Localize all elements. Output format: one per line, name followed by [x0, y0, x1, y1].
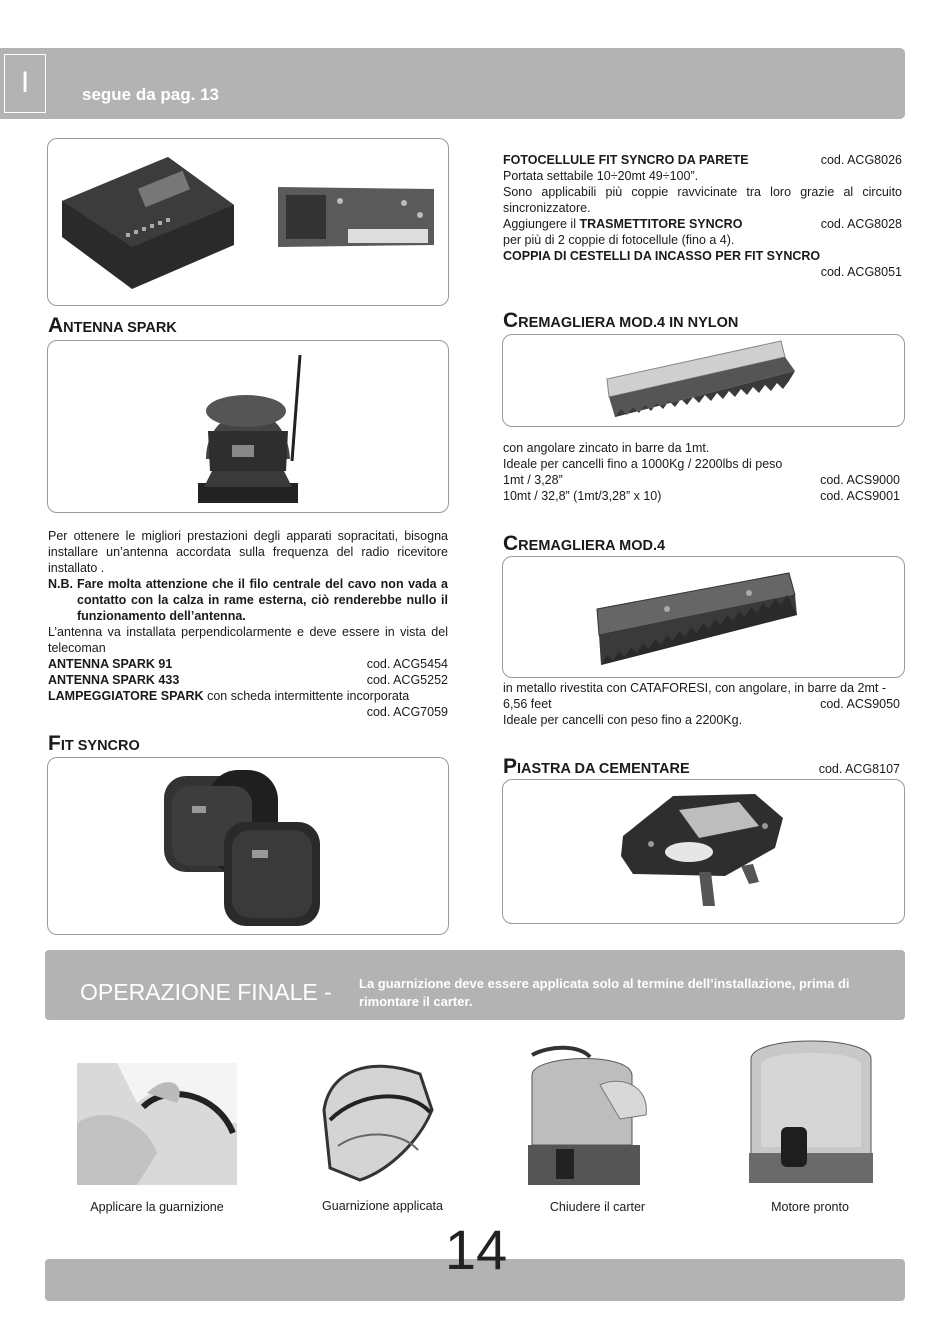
piastra-initial: P — [503, 755, 518, 778]
antenna-item-code: cod. ACG5454 — [366, 657, 448, 671]
lamp-description: con scheda intermittente incorporata — [207, 689, 410, 703]
header-bar — [0, 48, 905, 119]
step-caption: Guarnizione applicata — [322, 1199, 443, 1213]
antenna-heading-rest: NTENNA SPARK — [63, 320, 177, 336]
crem-mod4-rest: REMAGLIERA MOD.4 — [518, 538, 666, 554]
motor-close-illustration — [520, 1045, 660, 1190]
finale-title: OPERAZIONE FINALE - — [80, 979, 332, 1005]
crem-nylon-size: 1mt / 3,28” — [503, 473, 563, 487]
fit-syncro-photo — [48, 758, 448, 934]
fotocellule-section — [503, 152, 902, 280]
trasmettitore-note: per più di 2 coppie di fotocellule (fino a 4). — [503, 233, 735, 247]
lamp-code: cod. ACG7059 — [366, 705, 448, 719]
coppia-title: COPPIA DI CESTELLI DA INCASSO PER FIT SYNCRO — [503, 249, 821, 263]
nb-text: Fare molta attenzione che il filo centrale del cavo non vada a contatto con la calza in rame esterna, ciò renderebbe nullo il funzionamento dell’antenna. — [77, 577, 448, 623]
step-caption: Motore pronto — [771, 1200, 849, 1214]
antenna-item-code: cod. ACG5252 — [366, 673, 448, 687]
piastra-heading — [503, 755, 900, 779]
crem-mod4-image-box — [502, 556, 905, 678]
crem-mod4-initial: C — [503, 532, 519, 555]
fotocellule-code: cod. ACG8026 — [820, 153, 902, 167]
language-tab: I — [4, 54, 46, 113]
piastra-rest: IASTRA DA CEMENTARE — [517, 761, 690, 777]
crem-nylon-code: cod. ACS9001 — [820, 489, 900, 503]
antenna-mounting: L’antenna va installata perpendicolarmente e deve essere in vista del telecoman — [48, 625, 448, 655]
crem-nylon-size: 10mt / 32,8” (1mt/3,28” x 10) — [503, 489, 662, 503]
nb-label: N.B. — [48, 577, 73, 591]
fit-heading-rest: IT SYNCRO — [60, 738, 140, 754]
fotocellule-sync: Sono applicabili più coppie ravvicinate tra loro grazie al circuito sincronizzatore. — [503, 185, 902, 215]
coppia-code: cod. ACG8051 — [820, 265, 902, 279]
antenna-heading — [48, 314, 177, 338]
receiver-image-box — [47, 138, 449, 306]
page-number: 14 — [444, 1218, 508, 1281]
fit-heading-initial: F — [48, 732, 61, 755]
crem-mod4-photo — [503, 557, 904, 677]
antenna-photo — [48, 341, 448, 512]
step-caption: Chiudere il carter — [549, 1200, 646, 1214]
trasmettitore-code: cod. ACG8028 — [820, 217, 902, 231]
step-caption: Applicare la guarnizione — [90, 1200, 224, 1214]
fit-heading — [48, 732, 140, 756]
crem-nylon-line2: Ideale per cancelli fino a 1000Kg / 2200lbs di peso — [503, 457, 783, 471]
finale-text: La guarnizione deve essere applicata solo al termine dell’installazione, prima di rimontare il carter. — [359, 976, 850, 1009]
crem-mod4-line1: in metallo rivestita con CATAFORESI, con angolare, in barre da 2mt - — [503, 681, 887, 695]
crem-nylon-image-box — [502, 334, 905, 427]
crem-mod4-text — [503, 680, 903, 728]
step-photo-apply — [77, 1063, 237, 1185]
step-photo-applied — [300, 1050, 460, 1190]
crem-mod4-size: 6,56 feet — [503, 697, 552, 711]
antenna-item-name: ANTENNA SPARK 91 — [48, 657, 173, 671]
crem-nylon-heading — [503, 309, 738, 333]
lamp-name: LAMPEGGIATORE SPARK — [48, 689, 204, 703]
motor-ready-illustration — [745, 1035, 877, 1185]
crem-nylon-text — [503, 440, 900, 504]
crem-nylon-line1: con angolare zincato in barre da 1mt. — [503, 441, 710, 455]
crem-nylon-rest: REMAGLIERA MOD.4 IN NYLON — [518, 315, 739, 331]
crem-mod4-line3: Ideale per cancelli con peso fino a 2200Kg. — [503, 713, 743, 727]
crem-nylon-initial: C — [503, 309, 519, 332]
piastra-photo — [503, 780, 904, 923]
crem-nylon-photo — [503, 335, 904, 426]
add-prefix: Aggiungere il — [503, 217, 576, 231]
continued-from-label: segue da pag. 13 — [82, 85, 219, 104]
piastra-image-box — [502, 779, 905, 924]
step-photo-ready — [745, 1035, 877, 1185]
crem-mod4-code: cod. ACS9050 — [820, 697, 900, 711]
fotocellule-title: FOTOCELLULE FIT SYNCRO DA PARETE — [503, 153, 749, 167]
crem-nylon-code: cod. ACS9000 — [820, 473, 900, 487]
antenna-heading-initial: A — [48, 314, 64, 337]
piastra-code: cod. ACG8107 — [818, 762, 900, 776]
step-photo-close — [520, 1045, 660, 1190]
receiver-photo — [48, 139, 448, 305]
fit-image-box — [47, 757, 449, 935]
antenna-item-name: ANTENNA SPARK 433 — [48, 673, 180, 687]
antenna-image-box — [47, 340, 449, 513]
hand-seal-illustration — [77, 1063, 237, 1185]
seal-illustration — [300, 1050, 460, 1190]
crem-mod4-heading — [503, 532, 665, 556]
fotocellule-range: Portata settabile 10÷20mt 49÷100”. — [503, 169, 699, 183]
trasmettitore-name: TRASMETTITORE SYNCRO — [579, 217, 743, 231]
antenna-intro: Per ottenere le migliori prestazioni degli apparati sopracitati, bisogna installare un’antenna accordata sulla frequenza del radio ricevitore installato . — [48, 529, 448, 575]
antenna-text — [48, 528, 448, 720]
